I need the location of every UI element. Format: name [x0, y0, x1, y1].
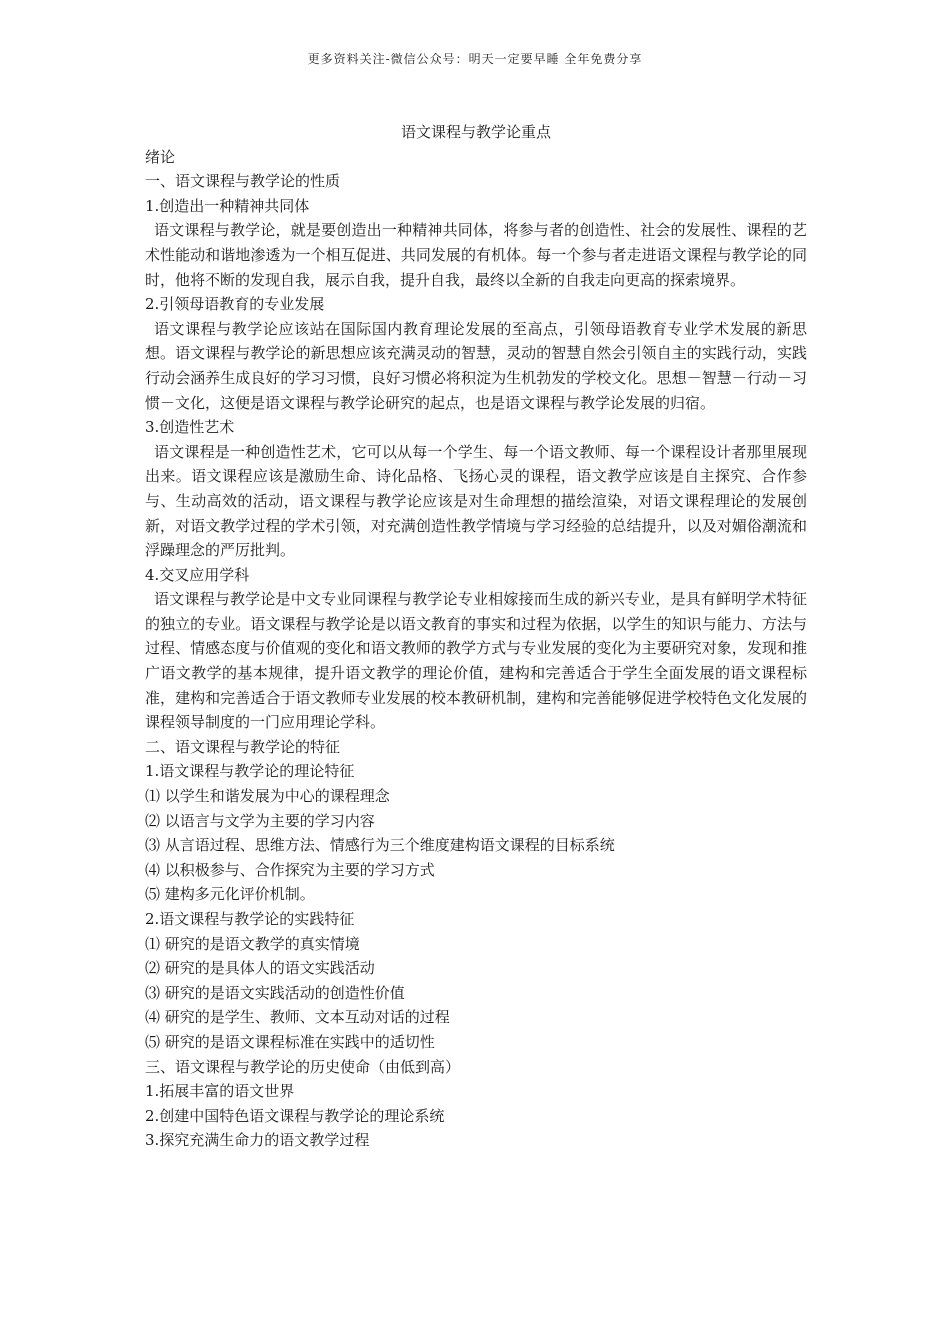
subsection-heading: 1.语文课程与教学论的理论特征 — [145, 762, 355, 781]
list-item: ⑵ 研究的是具体人的语文实践活动 — [145, 959, 375, 978]
paragraph: 语文课程与教学论，就是要创造出一种精神共同体，将参与者的创造性、社会的发展性、课程的艺术性能动和谐地渗透为一个相互促进、共同发展的有机体。每一个参与者走进语文课程与教学论的同时，他将不断的发现自我，展示自我，提升自我，最终以全新的自我走向更高的探索境界。 — [145, 221, 807, 289]
list-item: ⑸ 建构多元化评价机制。 — [145, 885, 315, 904]
intro-heading: 绪论 — [145, 147, 176, 166]
list-item: ⑴ 研究的是语文教学的真实情境 — [145, 934, 360, 953]
list-item: ⑵ 以语言与文学为主要的学习内容 — [145, 811, 375, 830]
subsection-heading: 1.创造出一种精神共同体 — [145, 196, 310, 215]
section-heading: 三、语文课程与教学论的历史使命（由低到高） — [145, 1057, 461, 1076]
subsection-heading: 2.引领母语教育的专业发展 — [145, 295, 325, 314]
subsection-heading: 4.交叉应用学科 — [145, 565, 250, 584]
page-header-promo: 更多资料关注-微信公众号：明天一定要早睡 全年免费分享 — [307, 52, 643, 66]
list-item: ⑶ 从言语过程、思维方法、情感行为三个维度建构语文课程的目标系统 — [145, 836, 615, 855]
list-item: 1.拓展丰富的语文世界 — [145, 1082, 295, 1101]
list-item: ⑷ 以积极参与、合作探究为主要的学习方式 — [145, 860, 435, 879]
list-item: 3.探究充满生命力的语文教学过程 — [145, 1131, 370, 1150]
document-body — [145, 120, 807, 1153]
list-item: ⑴ 以学生和谐发展为中心的课程理念 — [145, 787, 390, 806]
list-item: ⑶ 研究的是语文实践活动的创造性价值 — [145, 983, 405, 1002]
list-item: ⑷ 研究的是学生、教师、文本互动对话的过程 — [145, 1008, 450, 1027]
section-heading: 一、语文课程与教学论的性质 — [145, 172, 341, 191]
paragraph: 语文课程是一种创造性艺术，它可以从每一个学生、每一个语文教师、每一个课程设计者那里展现出来。语文课程应该是激励生命、诗化品格、飞扬心灵的课程，语文教学应该是自主探究、合作参与、生动高效的活动，语文课程与教学论应该是对生命理想的描绘渲染，对语文课程理论的发展创新，对语文教学过程的学术引领，对充满创造性教学情境与学习经验的总结提升，以及对媚俗潮流和浮躁理念的严厉批判。 — [145, 442, 807, 560]
list-item: ⑸ 研究的是语文课程标准在实践中的适切性 — [145, 1032, 435, 1051]
paragraph: 语文课程与教学论是中文专业同课程与教学论专业相嫁接而生成的新兴专业，是具有鲜明学术特征的独立的专业。语文课程与教学论是以语文教育的事实和过程为依据，以学生的知识与能力、方法与过程、情感态度与价值观的变化和语文教师的教学方式与专业发展的变化为主要研究对象，发现和推广语文教学的基本规律，提升语文教学的理论价值，建构和完善适合于学生全面发展的语文课程标准，建构和完善适合于语文教师专业发展的校本教研机制，建构和完善能够促进学校特色文化发展的课程领导制度的一门应用理论学科。 — [145, 590, 807, 732]
section-heading: 二、语文课程与教学论的特征 — [145, 737, 341, 756]
document-title: 语文课程与教学论重点 — [400, 123, 551, 141]
paragraph: 语文课程与教学论应该站在国际国内教育理论发展的至高点，引领母语教育专业学术发展的新思想。语文课程与教学论的新思想应该充满灵动的智慧，灵动的智慧自然会引领自主的实践行动，实践行动会涵养生成良好的学习习惯，良好习惯必将积淀为生机勃发的学校文化。思想－智慧－行动－习惯－文化，这便是语文课程与教学论研究的起点，也是语文课程与教学论发展的归宿。 — [145, 319, 807, 412]
list-item: 2.创建中国特色语文课程与教学论的理论系统 — [145, 1106, 445, 1125]
subsection-heading: 3.创造性艺术 — [145, 418, 235, 437]
subsection-heading: 2.语文课程与教学论的实践特征 — [145, 910, 355, 928]
